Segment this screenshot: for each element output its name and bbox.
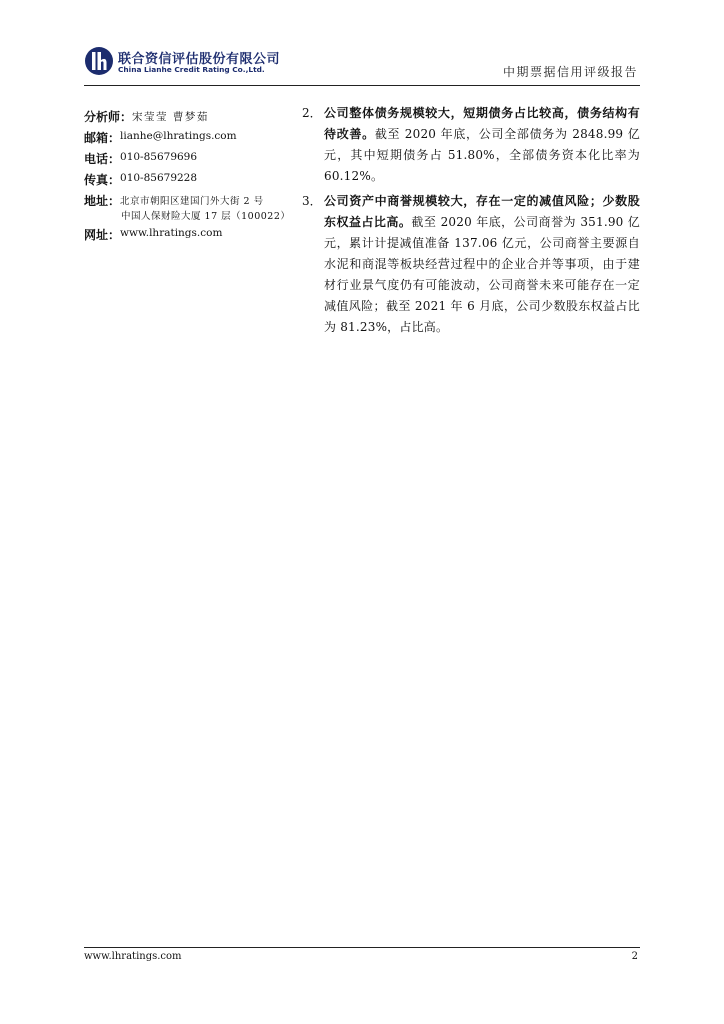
analyst-row xyxy=(84,108,294,129)
footer-url[interactable]: www.lhratings.com xyxy=(84,951,182,962)
list-item xyxy=(300,191,640,338)
fax-label: 传真： xyxy=(84,173,121,187)
email-value[interactable]: lianhe@lhratings.com xyxy=(120,130,237,142)
risk-items xyxy=(300,103,640,342)
analyst-label: 分析师： xyxy=(84,110,133,124)
item-body xyxy=(324,191,640,338)
fax-row xyxy=(84,171,294,192)
footer-divider xyxy=(84,947,640,948)
website-row xyxy=(84,226,294,247)
item-body xyxy=(324,103,640,187)
report-title: 中期票据信用评级报告 xyxy=(502,65,638,79)
address-line-2: 中国人保财险大厦 17 层（100022） xyxy=(121,211,291,222)
email-label: 邮箱： xyxy=(84,131,121,145)
website-label: 网址： xyxy=(84,228,121,242)
phone-label: 电话： xyxy=(84,152,121,166)
page-header xyxy=(84,46,640,84)
page-number: 2 xyxy=(631,951,638,962)
item-text: 截至 2020 年底，公司全部债务为 2848.99 亿元，其中短期债务占 51.80%，全部债务资本化比率为 60.12%。 xyxy=(324,127,640,183)
phone-value: 010-85679696 xyxy=(120,151,198,163)
item-text: 截至 2020 年底，公司商誉为 351.90 亿元，累计计提减值准备 137.06 亿元，公司商誉主要源自水泥和商混等板块经营过程中的企业合并等事项，由于建材行业景气度仍有可能波动，公司商誉未来可能存在一定减值风险；截至 2021 年 6 月底，公司少数股东权益占比为 81.23%，占比高。 xyxy=(324,215,640,334)
analyst-names: 宋莹莹 曹梦茹 xyxy=(132,111,209,123)
item-number: 2． xyxy=(302,106,322,120)
item-heading: 公司整体债务规模较大，短期债务占比较高，债务结构有待改善。 xyxy=(324,106,640,141)
company-name-cn: 联合资信评估股份有限公司 xyxy=(118,52,281,67)
company-logo-icon xyxy=(84,46,114,76)
address-line-1: 北京市朝阳区建国门外大街 2 号 xyxy=(120,196,264,207)
address-label: 地址： xyxy=(84,194,121,208)
item-number: 3． xyxy=(302,194,322,208)
phone-row xyxy=(84,150,294,171)
contact-block xyxy=(84,108,294,247)
company-name-en: China Lianhe Credit Rating Co.,Ltd. xyxy=(118,65,265,74)
website-value[interactable]: www.lhratings.com xyxy=(120,227,223,239)
email-row xyxy=(84,129,294,150)
header-divider xyxy=(84,85,640,86)
list-item xyxy=(300,103,640,187)
item-heading: 公司资产中商誉规模较大，存在一定的减值风险；少数股东权益占比高。 xyxy=(324,194,640,229)
fax-value: 010-85679228 xyxy=(120,172,198,184)
